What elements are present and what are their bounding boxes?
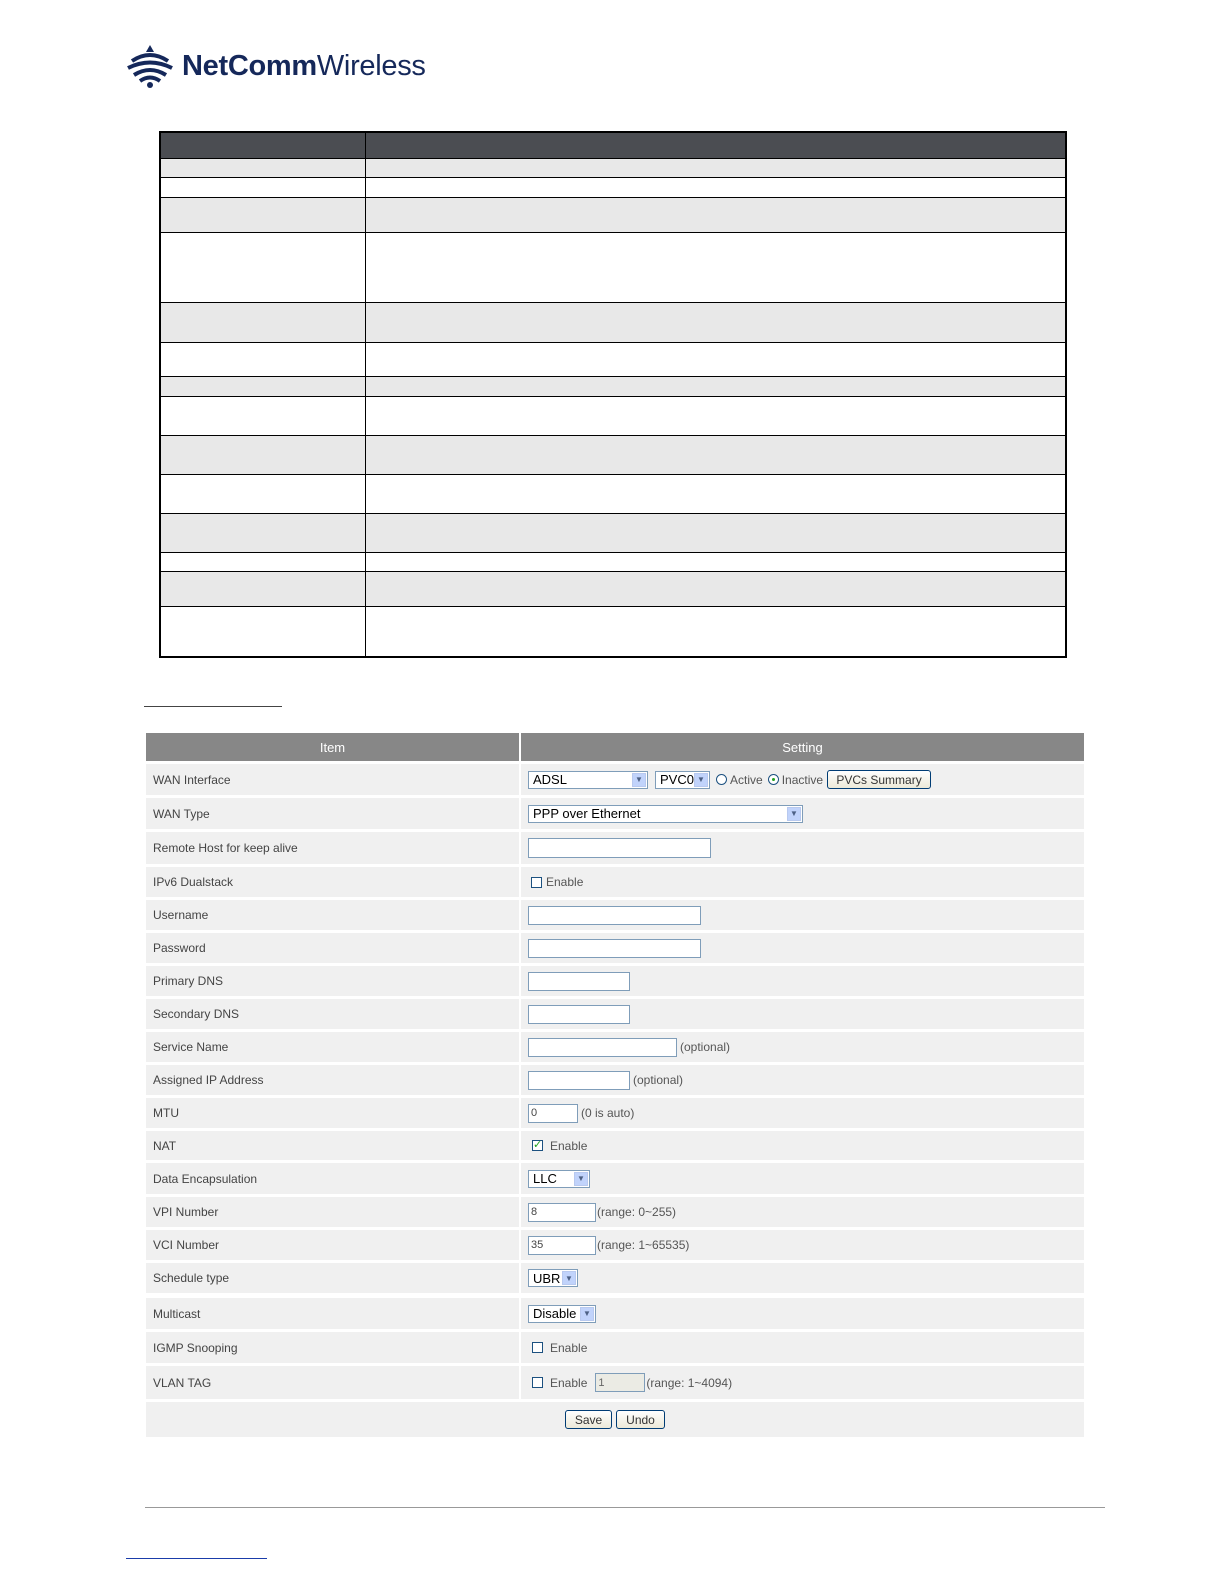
chevron-down-icon: ▼: [562, 1271, 576, 1285]
table-cell: [160, 397, 365, 436]
table-row: [160, 514, 1066, 553]
row-secondary-dns: [146, 999, 1084, 1029]
row-assigned-ip: [146, 1065, 1084, 1095]
footer-link-underline: [126, 1558, 267, 1559]
setting-cell: [521, 1032, 1084, 1062]
chevron-down-icon: ▼: [580, 1307, 594, 1321]
row-mtu: [146, 1098, 1084, 1128]
setting-cell: [521, 999, 1084, 1029]
row-vci: [146, 1230, 1084, 1260]
wan-interface-select[interactable]: ADSL ▼: [528, 771, 648, 789]
column-header-setting: Setting: [521, 733, 1084, 761]
table-row: [160, 572, 1066, 607]
table-cell: [365, 572, 1066, 607]
table-row: [160, 343, 1066, 377]
table-cell: [160, 198, 365, 233]
vlan-hint: (range: 1~4094): [646, 1375, 733, 1390]
table-cell: [160, 607, 365, 657]
nat-enable-label: Enable: [550, 1138, 588, 1153]
wan-config-panel: [146, 733, 1084, 1437]
service-name-input[interactable]: [528, 1038, 677, 1057]
section-divider: [144, 706, 282, 707]
vci-hint: (range: 1~65535): [597, 1238, 690, 1252]
mtu-label: MTU: [146, 1098, 519, 1128]
multicast-label: Multicast: [146, 1298, 519, 1329]
primary-dns-input[interactable]: [528, 972, 630, 991]
table-row: [160, 303, 1066, 343]
ipv6-label: IPv6 Dualstack: [146, 867, 519, 897]
row-nat: [146, 1131, 1084, 1160]
schedule-select[interactable]: UBR ▼: [528, 1269, 578, 1287]
table-cell: [160, 303, 365, 343]
row-username: [146, 900, 1084, 930]
igmp-enable-label: Enable: [550, 1340, 588, 1355]
table-cell: [160, 475, 365, 514]
table-cell: [365, 159, 1066, 178]
schedule-label: Schedule type: [146, 1263, 519, 1293]
chevron-down-icon: ▼: [574, 1172, 588, 1186]
row-remote-host: [146, 832, 1084, 864]
nat-checkbox[interactable]: [532, 1140, 543, 1151]
vlan-label: VLAN TAG: [146, 1366, 519, 1399]
table-cell: [365, 343, 1066, 377]
vlan-enable-label: Enable: [550, 1375, 588, 1390]
remote-host-label: Remote Host for keep alive: [146, 832, 519, 864]
row-primary-dns: [146, 966, 1084, 996]
description-table: [159, 131, 1067, 658]
brand-name-bold: NetComm: [182, 49, 317, 82]
vpi-hint: (range: 0~255): [597, 1205, 677, 1219]
description-table-header: [160, 132, 1066, 159]
username-label: Username: [146, 900, 519, 930]
setting-cell: [521, 764, 1084, 795]
setting-cell: [521, 798, 1084, 829]
setting-cell: [521, 1065, 1084, 1095]
nat-label: NAT: [146, 1131, 519, 1160]
row-wan-type: [146, 798, 1084, 829]
setting-cell: [521, 1332, 1084, 1363]
mtu-hint: (0 is auto): [581, 1106, 635, 1120]
brand-name-light: Wireless: [316, 49, 426, 82]
igmp-checkbox[interactable]: [532, 1342, 543, 1353]
active-radio[interactable]: [716, 774, 727, 785]
table-row: [160, 397, 1066, 436]
vci-label: VCI Number: [146, 1230, 519, 1260]
vpi-label: VPI Number: [146, 1197, 519, 1227]
service-name-label: Service Name: [146, 1032, 519, 1062]
wan-interface-label: WAN Interface: [146, 764, 519, 795]
setting-cell: [521, 1298, 1084, 1329]
service-name-hint: (optional): [680, 1040, 731, 1054]
table-row: [160, 475, 1066, 514]
panel-header: [146, 733, 1084, 761]
table-cell: [365, 178, 1066, 198]
vpi-input[interactable]: 8: [528, 1203, 596, 1222]
inactive-radio[interactable]: [768, 774, 779, 785]
secondary-dns-label: Secondary DNS: [146, 999, 519, 1029]
pvc-select[interactable]: PVC0 ▼: [655, 771, 710, 789]
row-vlan: [146, 1366, 1084, 1399]
table-cell: [365, 553, 1066, 572]
setting-cell: [521, 1131, 1084, 1160]
row-schedule: [146, 1263, 1084, 1293]
table-cell: [160, 572, 365, 607]
ipv6-checkbox[interactable]: [531, 877, 542, 888]
table-row: [160, 178, 1066, 198]
row-encapsulation: [146, 1163, 1084, 1194]
table-row: [160, 377, 1066, 397]
row-igmp: [146, 1332, 1084, 1363]
encapsulation-label: Data Encapsulation: [146, 1163, 519, 1194]
undo-button[interactable]: Undo: [616, 1410, 665, 1429]
setting-cell: [521, 900, 1084, 930]
igmp-label: IGMP Snooping: [146, 1332, 519, 1363]
chevron-down-icon: ▼: [787, 807, 801, 821]
setting-cell: [521, 1163, 1084, 1194]
setting-cell: [521, 1098, 1084, 1128]
password-label: Password: [146, 933, 519, 963]
setting-cell: [521, 1197, 1084, 1227]
table-cell: [160, 233, 365, 303]
vci-input[interactable]: 35: [528, 1236, 596, 1255]
assigned-ip-hint: (optional): [633, 1073, 684, 1087]
save-button[interactable]: Save: [565, 1410, 612, 1429]
table-cell: [160, 343, 365, 377]
netcomm-logo: [126, 42, 426, 90]
table-cell: [365, 475, 1066, 514]
table-row: [160, 607, 1066, 657]
secondary-dns-input[interactable]: [528, 1005, 630, 1024]
setting-cell: [521, 933, 1084, 963]
ipv6-enable-label: Enable: [546, 875, 584, 889]
wan-type-select[interactable]: PPP over Ethernet ▼: [528, 805, 803, 823]
table-row: [160, 553, 1066, 572]
table-cell: [160, 178, 365, 198]
table-cell: [160, 436, 365, 475]
primary-dns-label: Primary DNS: [146, 966, 519, 996]
password-input[interactable]: [528, 939, 701, 958]
username-input[interactable]: [528, 906, 701, 925]
table-cell: [365, 377, 1066, 397]
row-multicast: [146, 1298, 1084, 1329]
assigned-ip-label: Assigned IP Address: [146, 1065, 519, 1095]
table-row: [160, 233, 1066, 303]
assigned-ip-input[interactable]: [528, 1071, 630, 1090]
multicast-select[interactable]: Disable ▼: [528, 1305, 596, 1323]
remote-host-input[interactable]: [528, 838, 711, 858]
table-row: [160, 198, 1066, 233]
chevron-down-icon: ▼: [632, 773, 646, 787]
table-cell: [365, 436, 1066, 475]
footer-divider: [145, 1507, 1105, 1508]
table-cell: [365, 303, 1066, 343]
table-cell: [160, 553, 365, 572]
wifi-logo-icon: [126, 43, 174, 89]
setting-cell: [521, 832, 1084, 864]
row-actions: [146, 1402, 1084, 1437]
table-cell: [160, 514, 365, 553]
vlan-id-input[interactable]: 1: [595, 1373, 645, 1392]
table-cell: [365, 233, 1066, 303]
row-ipv6: [146, 867, 1084, 897]
setting-cell: [521, 1366, 1084, 1399]
row-vpi: [146, 1197, 1084, 1227]
column-header-item: Item: [146, 733, 519, 761]
setting-cell: [521, 1230, 1084, 1260]
mtu-input[interactable]: 0: [528, 1104, 578, 1123]
table-cell: [160, 377, 365, 397]
pvcs-summary-button[interactable]: PVCs Summary: [827, 770, 931, 789]
table-cell: [365, 514, 1066, 553]
setting-cell: [521, 966, 1084, 996]
wan-type-label: WAN Type: [146, 798, 519, 829]
table-cell: [365, 607, 1066, 657]
setting-cell: [521, 867, 1084, 897]
vlan-checkbox[interactable]: [532, 1377, 543, 1388]
encapsulation-select[interactable]: LLC ▼: [528, 1170, 590, 1188]
table-cell: [365, 198, 1066, 233]
inactive-label: Inactive: [781, 772, 824, 787]
table-cell: [365, 397, 1066, 436]
table-row: [160, 436, 1066, 475]
table-row: [160, 159, 1066, 178]
table-cell: [160, 159, 365, 178]
row-wan-interface: [146, 764, 1084, 795]
setting-cell: [521, 1263, 1084, 1293]
row-password: [146, 933, 1084, 963]
chevron-down-icon: ▼: [694, 773, 708, 787]
row-service-name: [146, 1032, 1084, 1062]
active-label: Active: [730, 772, 763, 787]
